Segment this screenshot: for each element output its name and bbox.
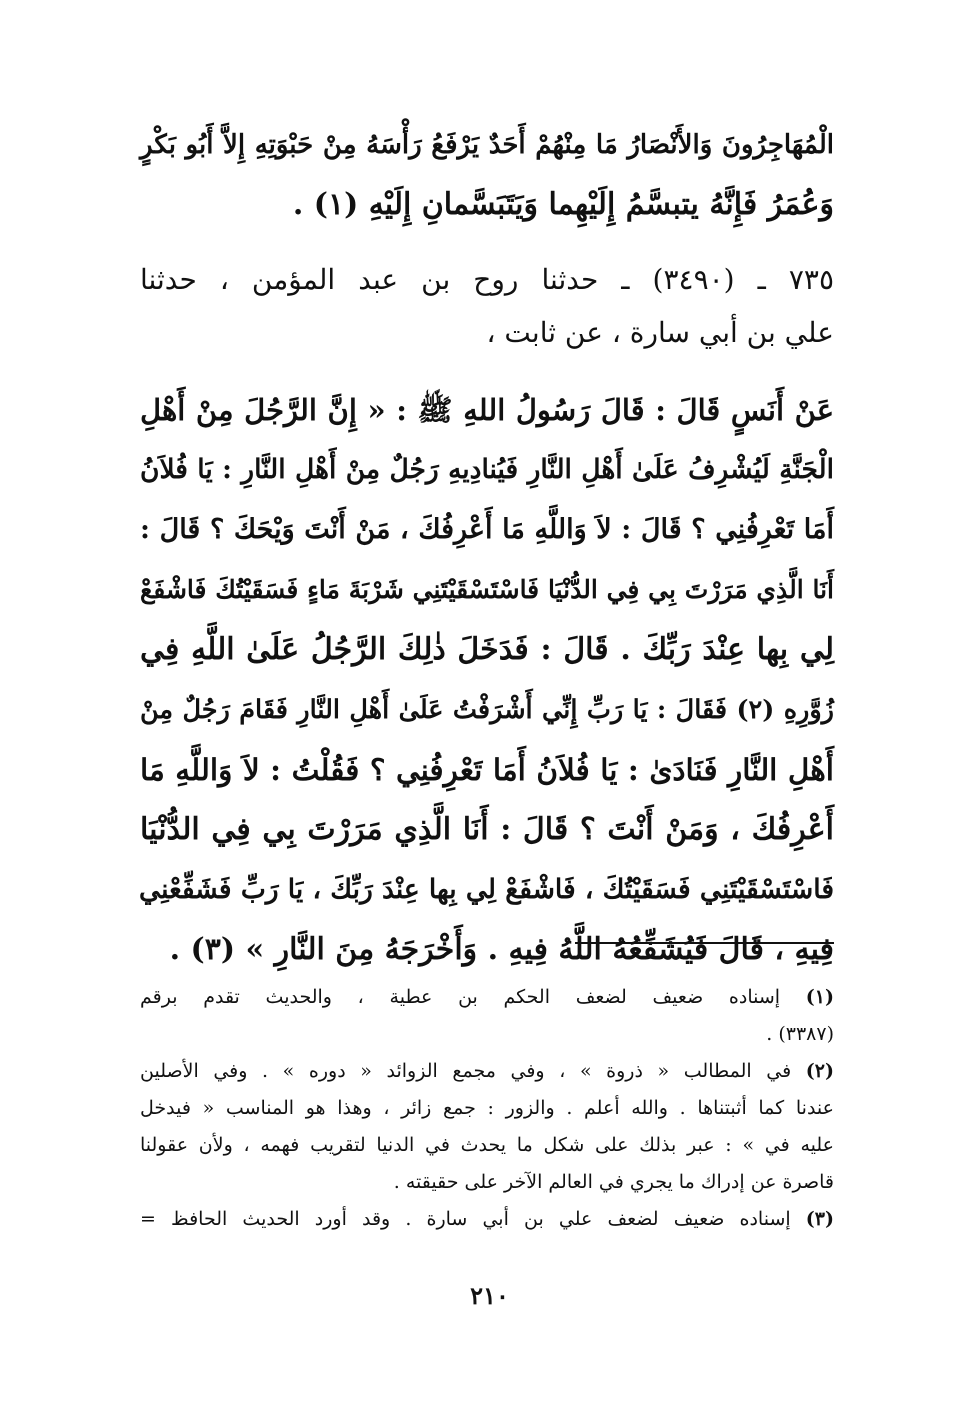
footnote-line [140,1201,834,1238]
footnote-text: إسناده ضعيف لضعف الحكم بن عطية ، والحديث تقدم برقم [140,986,781,1008]
text-line: زُوَّرِهِ (٢) فَقَالَ : يَا رَبِّ إِنِّي أَشْرَفْتُ عَلَىٰ أَهْلِ النَّارِ فَقَامَ رَجُلٌ مِنْ [140,695,835,725]
footnote-2 [140,1053,834,1201]
hadith-text [140,380,834,980]
text-line: أَهْلِ النَّارِ فَنَادَىٰ : يَا فُلاَنُ أَمَا تَعْرِفُنِي ؟ فَقُلْتُ : لاَ وَاللَّهِ مَا [140,752,834,787]
footnote-number: (١) [805,986,834,1008]
text-line: لِي بِها عِنْدَ رَبِّكَ . قَالَ : فَدَخَلَ ذٰلِكَ الرَّجُلُ عَلَىٰ اللَّهِ فِي [140,632,834,667]
text-line: وَعُمَرُ فَإِنَّهُ يتبسَّمُ إِلَيْهِما وَيَتَبَسَّمانِ إِلَيْهِ (١) . [292,187,834,222]
footnote-line: (٣٣٨٧) . [766,1023,834,1045]
text-line: أَنَا الَّذِي مَرَرْتَ بِي فِي الدُّنْيَا فَاسْتَسْقَيْتَنِي شَرْبَةَ مَاءٍ فَسَقَيْتُكَ فَاشْفَعْ [140,575,834,604]
page-number: ٢١٠ [470,1281,509,1310]
footnote-line: عندنا كما أثبتناها . والله أعلم . والزور : جمع زائر ، وهذا هو المناسب « فيدخل [140,1097,834,1119]
text-line: فَاسْتَسْقَيْتَنِي فَسَقَيْتُكَ ، فَاشْفَعْ لِي بِها عِنْدَ رَبِّكَ ، يَا رَبِّ فَشَفِّعْنِي [139,874,834,905]
footnote-line [140,1053,834,1090]
text-line: علي بن أبي سارة ، عن ثابت ، [486,316,834,349]
footnote-1 [140,979,834,1053]
text-line: ٧٣٥ ـ (٣٤٩٠) ـ حدثنا روح بن عبد المؤمن ، حدثنا [140,263,834,296]
text-line: فِيهِ ، قَالَ فَيُشَفِّعُهُ اللَّهُ فِيهِ . وَأَخْرَجَهُ مِنَ النَّارِ » (٣) . [169,932,834,967]
footnote-line: عليه في » : عبر بذلك على شكل ما يحدث في الدنيا لتقريب فهمه ، ولأن عقولنا [140,1134,834,1156]
text-line: أَمَا تَعْرِفُنِي ؟ قَالَ : لاَ وَاللَّهِ مَا أَعْرِفُكَ ، مَنْ أَنْتَ وَيْحَكَ ؟ قَالَ : [140,514,834,545]
footnote-separator [575,942,834,944]
text-line: الْمُهَاجِرُونَ وَالأَنْصَارُ مَا مِنْهُمْ أَحَدٌ يَرْفَعُ رَأْسَهُ مِنْ حَبْوَتِهِ إِلاَّ أَبُو بَكْرٍ [140,130,834,160]
footnote-text: إسناده ضعيف لضعف علي بن أبي سارة . وقد أورد الحديث الحافظ = [140,1208,791,1230]
text-line: عَنْ أَنَسٍ قَالَ : قَالَ رَسُولُ اللهِ ﷺ : « إِنَّ الرَّجُلَ مِنْ أَهْلِ [140,393,834,427]
footnote-text: في المطالب « ذروة » ، وفي مجمع الزوائد « دوره » . وفي الأصلين [140,1060,792,1082]
footnotes [140,979,834,1238]
footnote-line [140,979,834,1016]
footnote-line: قاصرة عن إدراك ما يجري في العالم الآخر على حقيقته . [393,1171,834,1193]
text-line: أَعْرِفُكَ ، وَمَنْ أَنْتَ ؟ قَالَ : أَنَا الَّذِي مَرَرْتَ بِي فِي الدُّنْيَا [140,812,834,847]
footnote-number: (٢) [805,1060,834,1082]
footnote-number: (٣) [805,1208,834,1230]
top-paragraph [140,115,834,235]
footnote-3 [140,1201,834,1238]
hadith-header [140,253,834,359]
text-line: الْجَنَّةِ لَيُشْرِفُ عَلَىٰ أَهْلِ النَّارِ فَيُنادِيهِ رَجُلٌ مِنْ أَهْلِ النَّارِ : يَا فُلاَنُ [140,454,834,485]
